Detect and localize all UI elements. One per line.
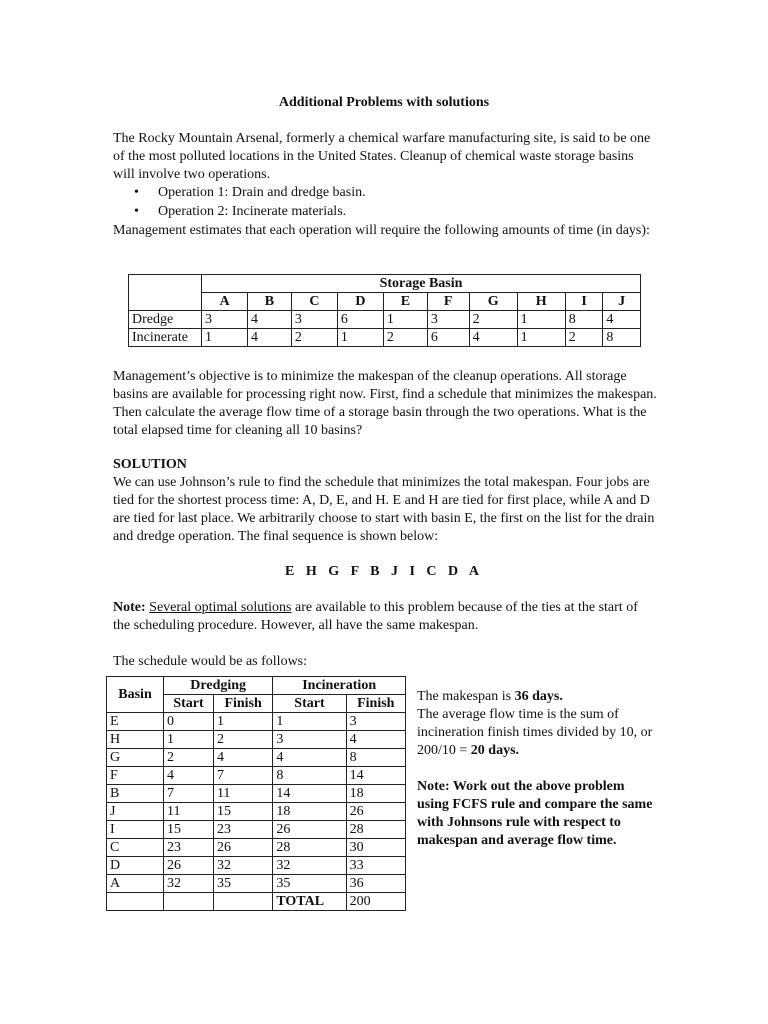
- column-header: D: [337, 293, 383, 311]
- table-cell: 14: [273, 785, 346, 803]
- page-title: Additional Problems with solutions: [278, 95, 490, 110]
- basin-cell: E: [107, 713, 164, 731]
- basin-cell: G: [107, 749, 164, 767]
- total-label: TOTAL: [273, 893, 346, 911]
- final-sequence: E H G F B J I C D A: [285, 564, 483, 579]
- table-cell: 26: [346, 803, 405, 821]
- table-cell: 2: [291, 329, 337, 347]
- basin-header: Basin: [107, 677, 164, 713]
- note-paragraph: [113, 599, 658, 635]
- schedule-rows: [107, 713, 406, 893]
- dredging-finish-header: Finish: [213, 695, 272, 713]
- table-row: [107, 713, 406, 731]
- basin-cell: I: [107, 821, 164, 839]
- solution-paragraph: We can use Johnson’s rule to find the schedule that minimizes the total makespan. Four jobs are tied for the shortest process time: A, D, E, and H. E and H are tied for first place, while A and D are tied for last place. We arbitrarily choose to start with basin E, the first on the list for the drain and dredge operation. The final sequence is shown below:: [113, 475, 655, 544]
- basin-columns-row: [129, 293, 641, 311]
- objective-paragraph: Management’s objective is to minimize the makespan of the cleanup operations. All storage basins are available for processing right now. First, find a schedule that minimizes the makespan. Then calculate the average flow time of a storage basin through the two operations. What is the total elapsed time for cleaning all 10 basins?: [113, 369, 657, 438]
- table-cell: 3: [427, 311, 469, 329]
- table-cell: 4: [603, 311, 641, 329]
- table-cell: 1: [273, 713, 346, 731]
- table-cell: 1: [383, 311, 427, 329]
- basin-cell: H: [107, 731, 164, 749]
- table-cell: 2: [383, 329, 427, 347]
- table-cell: 4: [213, 749, 272, 767]
- column-header: B: [248, 293, 292, 311]
- dredging-header: Dredging: [164, 677, 273, 695]
- table-cell: 26: [273, 821, 346, 839]
- table-cell: 26: [164, 857, 214, 875]
- table-row: [107, 821, 406, 839]
- column-header: I: [565, 293, 603, 311]
- schedule-intro: The schedule would be as follows:: [113, 654, 308, 669]
- table-cell: 1: [213, 713, 272, 731]
- optimal-solutions-link[interactable]: Several optimal solutions: [149, 600, 292, 615]
- makespan-line: [417, 688, 657, 706]
- row-label: Dredge: [129, 311, 202, 329]
- table-cell: 0: [164, 713, 214, 731]
- estimate-paragraph: Management estimates that each operation will require the following amounts of time (in days):: [113, 223, 650, 238]
- table-cell: 8: [346, 749, 405, 767]
- incineration-finish-header: Finish: [346, 695, 405, 713]
- bullet-icon: •: [134, 204, 139, 219]
- column-header: J: [603, 293, 641, 311]
- table-cell: 4: [469, 329, 517, 347]
- basin-cell: J: [107, 803, 164, 821]
- table-cell: 4: [346, 731, 405, 749]
- table-cell: [107, 893, 164, 911]
- list-item: [113, 184, 658, 203]
- table-cell: 36: [346, 875, 405, 893]
- table-cell: [213, 893, 272, 911]
- table-cell: 8: [273, 767, 346, 785]
- schedule-table: [106, 676, 406, 911]
- table-cell: 4: [273, 749, 346, 767]
- table-row: [107, 785, 406, 803]
- table-cell: 3: [273, 731, 346, 749]
- column-header: F: [427, 293, 469, 311]
- table-cell: 35: [273, 875, 346, 893]
- table-cell: 35: [213, 875, 272, 893]
- side-note: Note: Work out the above problem using FCFS rule and compare the same with Johnsons rule with respect to makespan and average flow time.: [417, 779, 653, 848]
- table-cell: 3: [291, 311, 337, 329]
- table-cell: 11: [164, 803, 214, 821]
- table-cell: 7: [213, 767, 272, 785]
- table-cell: 3: [346, 713, 405, 731]
- storage-basin-header: Storage Basin: [202, 275, 641, 293]
- table-cell: 2: [469, 311, 517, 329]
- incineration-start-header: Start: [273, 695, 346, 713]
- table-cell: 32: [273, 857, 346, 875]
- table-cell: 23: [164, 839, 214, 857]
- table-cell: 1: [337, 329, 383, 347]
- table-row: [129, 311, 641, 329]
- bullet-icon: •: [134, 185, 139, 200]
- flow-time-line: [417, 706, 657, 760]
- column-header: E: [383, 293, 427, 311]
- note-text: are available to this problem because of the ties at the start of the scheduling procedure. However, all have the same makespan.: [113, 600, 638, 633]
- table-cell: 23: [213, 821, 272, 839]
- table-cell: 8: [603, 329, 641, 347]
- table-cell: 1: [517, 311, 565, 329]
- table-cell: 1: [164, 731, 214, 749]
- table-cell: 18: [346, 785, 405, 803]
- table-cell: 28: [346, 821, 405, 839]
- table-row: [107, 875, 406, 893]
- operations-list: [113, 184, 658, 222]
- table-row: [107, 857, 406, 875]
- table-row: [107, 731, 406, 749]
- table-cell: 3: [202, 311, 248, 329]
- table-cell: 11: [213, 785, 272, 803]
- operation-2: Operation 2: Incinerate materials.: [158, 204, 347, 219]
- table-cell: 32: [213, 857, 272, 875]
- incineration-header: Incineration: [273, 677, 406, 695]
- total-value: 200: [346, 893, 405, 911]
- table-cell: 33: [346, 857, 405, 875]
- dredging-start-header: Start: [164, 695, 214, 713]
- table-cell: 6: [427, 329, 469, 347]
- table-cell: 14: [346, 767, 405, 785]
- flow-time-value: 20 days.: [470, 743, 520, 758]
- table-cell: 7: [164, 785, 214, 803]
- table-cell: 4: [248, 311, 292, 329]
- row-label: Incinerate: [129, 329, 202, 347]
- column-header: G: [469, 293, 517, 311]
- solution-heading: SOLUTION: [113, 457, 187, 472]
- table-row: [107, 839, 406, 857]
- table-row: [107, 749, 406, 767]
- basin-cell: B: [107, 785, 164, 803]
- note-label: Note:: [113, 600, 146, 615]
- table-cell: 8: [565, 311, 603, 329]
- table-cell: 18: [273, 803, 346, 821]
- problem-intro: [113, 130, 658, 240]
- table-cell: 32: [164, 875, 214, 893]
- basin-cell: C: [107, 839, 164, 857]
- makespan-prefix: The makespan is: [417, 689, 515, 704]
- table-cell: 6: [337, 311, 383, 329]
- column-header: H: [517, 293, 565, 311]
- table-cell: 26: [213, 839, 272, 857]
- basin-cell: D: [107, 857, 164, 875]
- basin-cell: A: [107, 875, 164, 893]
- table-cell: 1: [202, 329, 248, 347]
- table-cell: 30: [346, 839, 405, 857]
- table-cell: 15: [213, 803, 272, 821]
- table-cell: 2: [565, 329, 603, 347]
- makespan-value: 36 days.: [514, 689, 563, 704]
- flow-time-prefix: The average flow time is the sum of incineration finish times divided by 10, or 200/10 =: [417, 707, 653, 758]
- table-corner-cell: [129, 275, 202, 311]
- total-row: [107, 893, 406, 911]
- table-row: [107, 767, 406, 785]
- intro-paragraph: The Rocky Mountain Arsenal, formerly a chemical warfare manufacturing site, is said to be one of the most polluted locations in the United States. Cleanup of chemical waste storage basins will involve two operations.: [113, 131, 651, 182]
- column-header: A: [202, 293, 248, 311]
- table-cell: 28: [273, 839, 346, 857]
- makespan-summary: [417, 688, 657, 760]
- basin-cell: F: [107, 767, 164, 785]
- solution-section: [113, 456, 658, 546]
- table-cell: [164, 893, 214, 911]
- table-cell: 2: [213, 731, 272, 749]
- table-cell: 4: [248, 329, 292, 347]
- table-row: [107, 803, 406, 821]
- table-cell: 2: [164, 749, 214, 767]
- column-header: C: [291, 293, 337, 311]
- table-cell: 1: [517, 329, 565, 347]
- table-cell: 15: [164, 821, 214, 839]
- table-cell: 4: [164, 767, 214, 785]
- operation-1: Operation 1: Drain and dredge basin.: [158, 185, 366, 200]
- storage-basin-table: [128, 274, 641, 347]
- list-item: [113, 203, 658, 222]
- table-row: [129, 329, 641, 347]
